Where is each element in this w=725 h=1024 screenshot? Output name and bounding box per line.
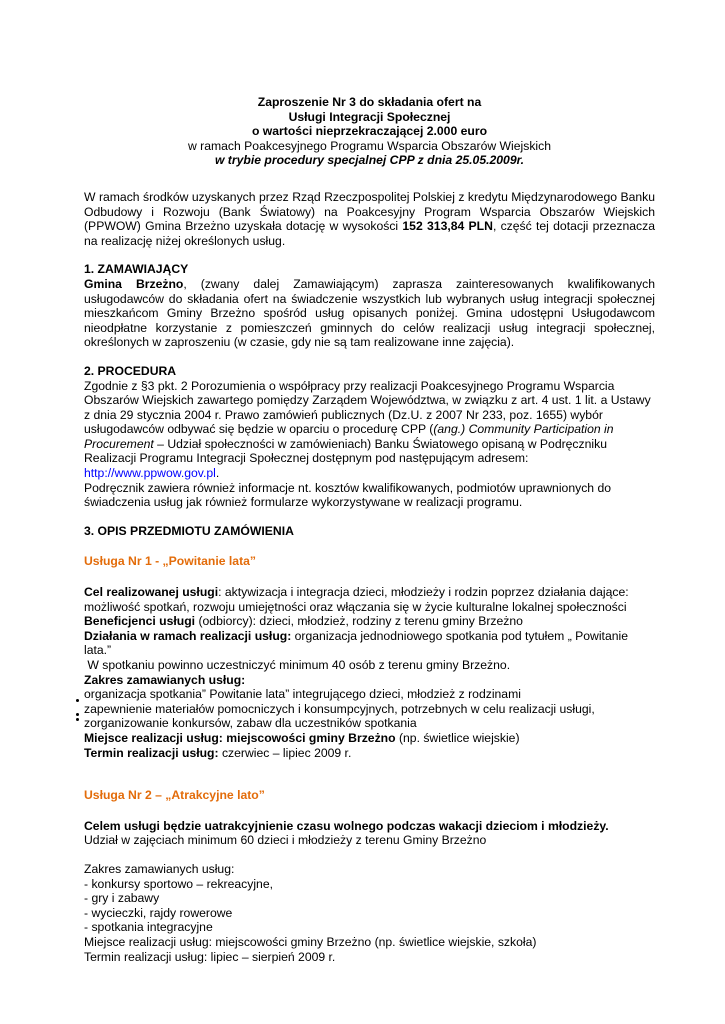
section-2-line-italic: Procurement — [84, 436, 154, 451]
service-1-body — [84, 585, 655, 760]
place-text: (np. świetlice wiejskie) — [395, 730, 520, 745]
actions-text: organizacja jednodniowego spotkania pod tytułem „ Powitanie — [291, 628, 628, 643]
grant-amount: 152 313,84 PLN — [402, 219, 493, 234]
scope-item: - spotkania integracyjne — [84, 920, 213, 935]
service-2-goal: Celem usługi będzie uatrakcyjnienie czasu wolnego podczas wakacji dzieciom i młodzieży. — [84, 818, 609, 833]
service-1-beneficiaries — [84, 614, 655, 629]
section-2-line — [84, 422, 655, 437]
scope-item — [84, 716, 655, 731]
intro-text-end: , część tej dotacji przeznacza na realizację niżej określonych usług. — [84, 219, 655, 248]
bullet-dot-icon — [76, 718, 79, 721]
scope-item — [84, 687, 655, 702]
service-2-heading: Usługa Nr 2 – „Atrakcyjne lato” — [84, 788, 265, 803]
term-label: Termin realizacji usług: — [84, 745, 219, 760]
section-2-body — [84, 379, 655, 510]
section-1-lead: Gmina Brzeżno — [84, 276, 184, 291]
handbook-link[interactable]: http://www.ppwow.gov.pl — [84, 466, 216, 481]
title-line-4: w ramach Poakcesyjnego Programu Wsparcia Obszarów Wiejskich — [187, 138, 552, 153]
section-2-line-italic: (ang.) Community Participation in — [433, 422, 614, 437]
term-text: czerwiec – lipiec 2009 r. — [218, 745, 352, 760]
bullet-dot-icon — [76, 699, 79, 702]
section-1-paragraph — [84, 277, 655, 350]
title-line-5: w trybie procedury specjalnej CPP z dnia 25.05.2009r. — [214, 153, 525, 168]
scope-item — [84, 702, 655, 717]
section-2-line: Obszarów Wiejskich zawartego pomiędzy Zarządem Województwa, w związku z art. 4 ust. 1 lit. a Ustawy — [84, 393, 651, 408]
service-1-place — [84, 731, 655, 746]
intro-paragraph — [84, 190, 655, 248]
section-2-line: z dnia 29 stycznia 2004 r. Prawo zamówień publicznych (Dz.U. z 2007 Nr 233, poz. 1655) wybór — [84, 407, 603, 422]
goal-text: : aktywizacja i integracja dzieci, młodzieży i rodzin poprzez działania dające: — [218, 585, 629, 600]
beneficiaries-label: Beneficjenci usługi — [84, 614, 196, 629]
title-line-1: Zaproszenie Nr 3 do składania ofert na — [257, 95, 482, 109]
section-2-heading: 2. PROCEDURA — [84, 363, 177, 378]
link-suffix: . — [215, 466, 220, 481]
actions-label: Działania w ramach realizacji usług: — [84, 628, 292, 643]
goal-label: Cel realizowanej usługi — [84, 585, 219, 600]
section-1-heading: 1. ZAMAWIAJĄCY — [84, 262, 189, 277]
title-line-2: Usługi Integracji Społecznej — [288, 109, 451, 124]
service-1-actions-cont: lata.” — [84, 643, 112, 658]
section-1-text: , (zwany dalej Zamawiającym) zaprasza zainteresowanych kwalifikowanych usługodawców do składania ofert na świadczenie wszystkich lub wybranych usług integracji społecznej mieszkańcom Gminy Brzeżno spośród usług opisanych poniżej. Gmina udostępni Usługodawcom nieodpłatne korzystanie z pomieszczeń gminnych do celów realizacji usług integracji społecznej, określonych w zaproszeniu (w czasie, gdy nie są tam realizowane inne zajęcia). — [84, 276, 655, 350]
scope-item: - konkursy sportowo – rekreacyjne, — [84, 876, 273, 891]
scope-item: - gry i zabawy — [84, 891, 160, 906]
service-2-participants: Udział w zajęciach minimum 60 dzieci i młodzieży z terenu Gminy Brzeżno — [84, 833, 487, 848]
section-2-line-text: usługodawców odbywać się będzie w oparciu o procedurę CPP ( — [84, 422, 434, 437]
service-1-participants: W spotkaniu powinno uczestniczyć minimum 40 osób z terenu gminy Brzeżno. — [84, 658, 511, 672]
section-2-line — [84, 437, 655, 452]
section-2-line: świadczenia usług jak również formularze wykorzystywane w realizacji programu. — [84, 495, 523, 510]
service-1-actions — [84, 629, 655, 644]
service-2-scope-label: Zakres zamawianych usług: — [84, 861, 235, 876]
link-row — [84, 466, 655, 481]
service-1-goal — [84, 585, 655, 600]
service-2-body — [84, 819, 655, 964]
document-title — [84, 95, 655, 168]
section-2-line: Realizacji Programu Integracji Społecznej dostępnym pod następującym adresem: — [84, 451, 529, 466]
document-body — [84, 95, 655, 964]
title-line-3: o wartości nieprzekraczającej 2.000 euro — [251, 124, 488, 139]
section-3-heading: 3. OPIS PRZEDMIOTU ZAMÓWIENIA — [84, 523, 294, 538]
service-1-goal-cont: możliwość spotkań, rozwoju umiejętności oraz włączania się w życie kulturalne lokalnej społeczności — [84, 599, 627, 614]
service-1-heading: Usługa Nr 1 - „Powitanie lata” — [84, 554, 257, 569]
service-2-place: Miejsce realizacji usług: miejscowości gminy Brzeżno (np. świetlice wiejskie, szkoła) — [84, 934, 537, 949]
section-2-line: Podręcznik zawiera również informacje nt. kosztów kwalifikowanych, podmiotów uprawnionych do — [84, 480, 612, 495]
scope-item-text: zorganizowanie konkursów, zabaw dla uczestników spotkania — [84, 716, 417, 731]
section-2-line: Zgodnie z §3 pkt. 2 Porozumienia o współpracy przy realizacji Poakcesyjnego Programu Wsparcia — [84, 378, 615, 393]
beneficiaries-text: (odbiorcy): dzieci, młodzież, rodziny z terenu gminy Brzeżno — [195, 614, 523, 629]
place-label: Miejsce realizacji usług: miejscowości gminy Brzeżno — [84, 730, 396, 745]
scope-item: - wycieczki, rajdy rowerowe — [84, 905, 233, 920]
bullet-dot-icon — [76, 713, 79, 716]
service-1-term — [84, 746, 655, 761]
scope-item-text: organizacja spotkania” Powitanie lata” integrującego dzieci, młodzież z rodzinami — [84, 687, 521, 702]
intro-text: W ramach środków uzyskanych przez Rząd Rzeczpospolitej Polskiej z kredytu Międzynarodowego Banku Odbudowy i Rozwoju (Bank Światowy) na Poakcesyjny Program Wsparcia Obszarów Wiejskich (PPWOW) Gmina Brzeżno uzyskała dotację w wysokości — [84, 189, 655, 234]
section-2-line-text: – Udział społeczności w zamówieniach) Banku Światowego opisaną w Podręczniku — [153, 436, 607, 451]
service-1-scope-label: Zakres zamawianych usług: — [84, 672, 246, 687]
service-2-term: Termin realizacji usług: lipiec – sierpień 2009 r. — [84, 949, 336, 964]
scope-item-text: zapewnienie materiałów pomocniczych i konsumpcyjnych, potrzebnych w celu realizacji usługi, — [84, 701, 595, 716]
